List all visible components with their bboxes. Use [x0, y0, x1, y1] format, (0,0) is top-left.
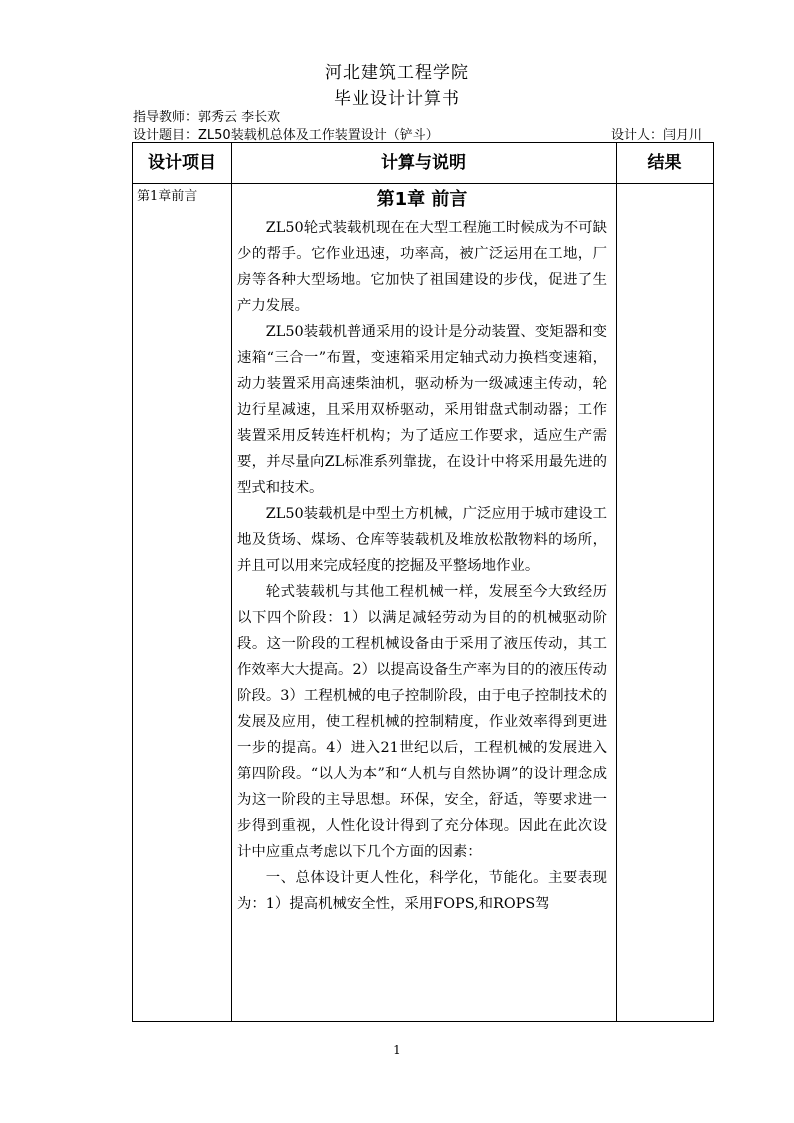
header-result: 结果: [647, 153, 682, 173]
column-divider: [231, 143, 232, 1021]
calculation-content: [237, 185, 607, 917]
page-number: 1: [393, 1043, 401, 1057]
paragraph: 轮式装载机与其他工程机械一样，发展至今大致经历以下四个阶段：1）以满足减轻劳动为目的的机械驱动阶段。这一阶段的工程机械设备由于采用了液压传动，其工作效率大大提高。2）以提高设备生产率为目的的液压传动阶段。3）工程机械的电子控制阶段，由于电子控制技术的发展及应用，使工程机械的控制精度，作业效率得到更进一步的提高。4）进入21世纪以后，工程机械的发展进入第四阶段。“以人为本”和“人机与自然协调”的设计理念成为这一阶段的主导思想。环保，安全，舒适，等要求进一步得到重视，人性化设计得到了充分体现。因此在此次设计中应重点考虑以下几个方面的因素：: [237, 584, 607, 860]
paragraph: ZL50轮式装载机现在在大型工程施工时候成为不可缺少的帮手。它作业迅速，功率高，被广泛运用在工地，厂房等各种大型场地。它加快了祖国建设的步伐，促进了生产力发展。: [237, 220, 607, 314]
header-divider: [133, 183, 713, 184]
section-label: 第1章前言: [137, 189, 198, 204]
chapter-title: 第1章 前言: [376, 189, 468, 210]
paragraph: ZL50装载机普通采用的设计是分动装置、变矩器和变速箱“三合一”布置，变速箱采用定轴式动力换档变速箱，动力装置采用高速柴油机，驱动桥为一级减速主传动，轮边行星减速，且采用双桥驱动，采用钳盘式制动器；工作装置采用反转连杆机构；为了适应工作要求，适应生产需要，并尽量向ZL标准系列靠拢，在设计中将采用最先进的型式和技术。: [237, 324, 607, 496]
school-name: 河北建筑工程学院: [325, 63, 469, 83]
design-topic-line: 设计题目：ZL50装载机总体及工作装置设计（铲斗）: [133, 128, 439, 143]
paragraph: 一、总体设计更人性化，科学化，节能化。主要表现为：1）提高机械安全性，采用FOPS,和ROPS驾: [237, 870, 607, 912]
document-title: 毕业设计计算书: [334, 89, 460, 109]
calculation-table: [132, 142, 714, 1022]
paragraph: ZL50装载机是中型土方机械，广泛应用于城市建设工地及货场、煤场、仓库等装载机及堆放松散物料的场所，并且可以用来完成轻度的挖掘及平整场地作业。: [237, 506, 607, 574]
header-design-item: 设计项目: [148, 153, 216, 173]
designer-line: 设计人：闫月川: [610, 128, 702, 143]
header-calculation: 计算与说明: [381, 153, 466, 173]
column-divider: [616, 143, 617, 1021]
advisor-line: 指导教师：郭秀云 李长欢: [133, 110, 281, 125]
